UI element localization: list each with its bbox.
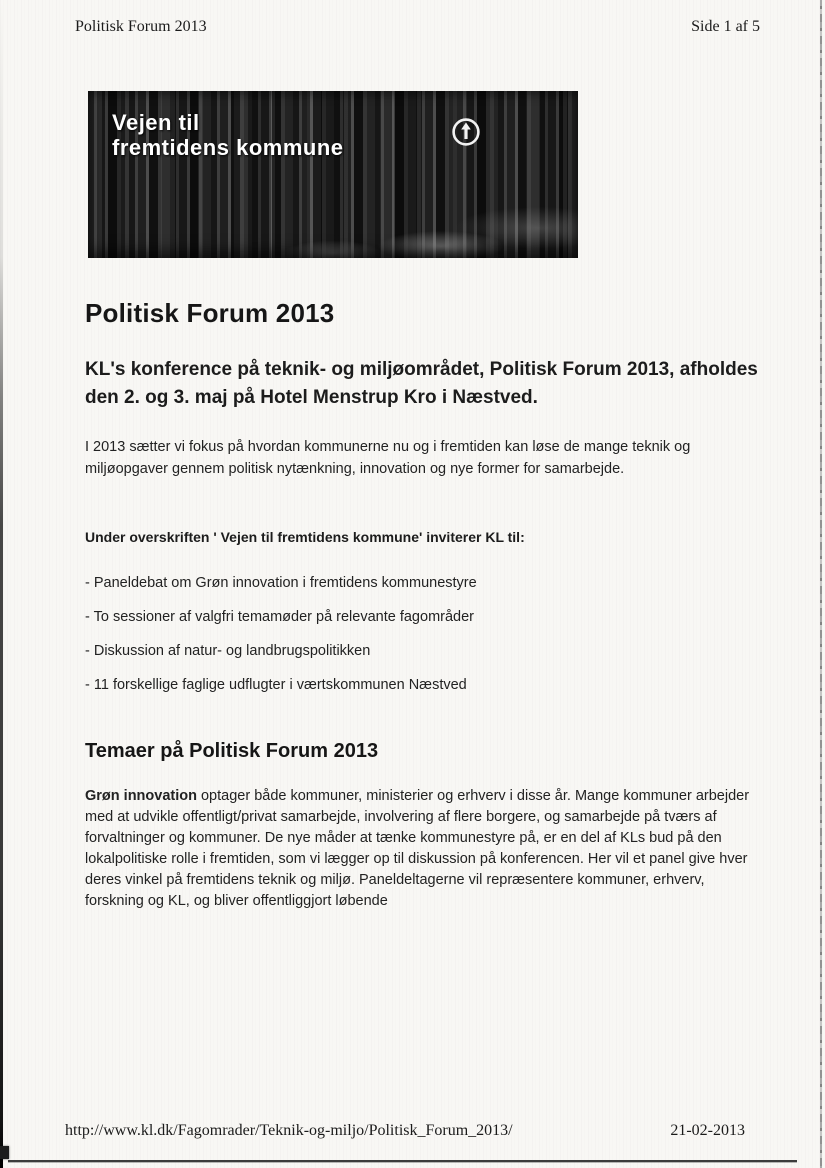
list-item: - Diskussion af natur- og landbrugspolitikken	[85, 643, 371, 659]
up-arrow-circle-icon	[451, 117, 481, 147]
list-item: - 11 forskellige faglige udflugter i værtskommunen Næstved	[85, 677, 467, 693]
page-title: Politisk Forum 2013	[85, 298, 335, 328]
list-item: - Paneldebat om Grøn innovation i fremtidens kommunestyre	[85, 575, 477, 591]
themes-lead: Grøn innovation	[85, 788, 197, 804]
invite-heading: Under overskriften ' Vejen til fremtidens kommune' inviterer KL til:	[85, 529, 525, 545]
print-header	[75, 18, 760, 36]
scan-artifact-left-edge	[0, 0, 3, 1168]
banner-image	[88, 91, 578, 258]
print-footer	[65, 1122, 745, 1140]
print-header-page-number: Side 1 af 5	[691, 18, 760, 35]
banner-caption	[112, 110, 344, 160]
list-item: - To sessioner af valgfri temamøder på relevante fagområder	[85, 609, 474, 625]
invite-list	[85, 573, 765, 709]
banner-caption-line1: Vejen til	[112, 110, 200, 135]
banner-caption-line2: fremtidens kommune	[112, 135, 344, 160]
themes-heading: Temaer på Politisk Forum 2013	[85, 740, 379, 762]
print-footer-url: http://www.kl.dk/Fagomrader/Teknik-og-miljo/Politisk_Forum_2013/	[65, 1122, 513, 1139]
scan-artifact-bottom-edge	[8, 1160, 797, 1162]
themes-text: optager både kommuner, ministerier og erhverv i disse år. Mange kommuner arbejder med at udvikle offentligt/privat samarbejde, involvering af flere borgere, og samarbejde på tværs af forvaltninger og kommuner. De nye måder at tænke kommunestyre på, er en del af KLs bud på den lokalpolitiske rolle i fremtiden, som vi lægger op til diskussion på konferencen. Her vil et panel give hver deres vinkel på fremtidens teknik og miljø. Paneldeltagerne vil repræsentere kommuner, erhverv, forskning og KL, og bliver offentliggjort løbende	[85, 788, 750, 909]
scan-artifact-right-edge	[820, 0, 822, 1168]
article-subtitle: KL's konference på teknik- og miljøområdet, Politisk Forum 2013, afholdes den 2. og 3. maj på Hotel Menstrup Kro i Næstved.	[85, 359, 758, 408]
intro-paragraph: I 2013 sætter vi fokus på hvordan kommunerne nu og i fremtiden kan løse de mange teknik og miljøopgaver gennem politisk nytænkning, innovation og nye former for samarbejde.	[85, 439, 691, 477]
print-footer-date: 21-02-2013	[670, 1122, 745, 1139]
themes-paragraph	[85, 786, 767, 912]
scan-artifact-left-blob	[0, 1146, 9, 1159]
print-header-title: Politisk Forum 2013	[75, 18, 207, 35]
